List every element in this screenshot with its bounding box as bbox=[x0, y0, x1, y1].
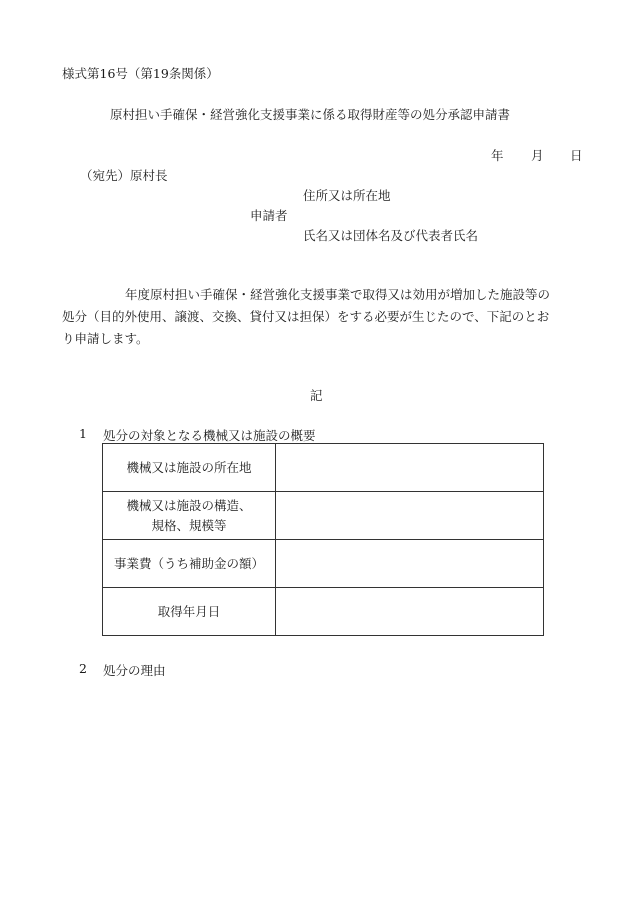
row-3-label: 事業費（うち補助金の額） bbox=[113, 555, 264, 571]
body-line-1: 年度原村担い手確保・経営強化支援事業で取得又は効用が増加した施設等の bbox=[125, 287, 551, 302]
table-row bbox=[103, 492, 544, 540]
table-value-cell[interactable] bbox=[276, 492, 544, 540]
table-row bbox=[103, 540, 544, 588]
table-row bbox=[103, 444, 544, 492]
facility-overview-table bbox=[102, 443, 544, 636]
addressee: （宛先）原村長 bbox=[80, 168, 168, 183]
table-label-cell bbox=[103, 444, 276, 492]
document-title: 原村担い手確保・経営強化支援事業に係る取得財産等の処分承認申請書 bbox=[110, 107, 511, 122]
table-label-cell bbox=[103, 492, 276, 540]
section-1-title: 処分の対象となる機械又は施設の概要 bbox=[103, 428, 316, 443]
ki-heading: 記 bbox=[310, 388, 323, 403]
body-line-2: 処分（目的外使用、譲渡、交換、貸付又は担保）をする必要が生じたので、下記のとお bbox=[62, 309, 550, 324]
section-1-number: 1 bbox=[79, 426, 87, 441]
name-label: 氏名又は団体名及び代表者氏名 bbox=[303, 228, 479, 243]
table-value-cell[interactable] bbox=[276, 444, 544, 492]
row-1-label: 機械又は施設の所在地 bbox=[126, 459, 252, 475]
table-label-cell bbox=[103, 588, 276, 636]
date-month: 月 bbox=[531, 148, 544, 163]
table-label-cell bbox=[103, 540, 276, 588]
table-row bbox=[103, 588, 544, 636]
date-day: 日 bbox=[570, 148, 583, 163]
body-line-3: り申請します。 bbox=[62, 331, 149, 346]
body-paragraph bbox=[62, 284, 582, 350]
table-value-cell[interactable] bbox=[276, 588, 544, 636]
row-4-label: 取得年月日 bbox=[157, 603, 221, 619]
date-year: 年 bbox=[491, 148, 504, 163]
section-2-number: 2 bbox=[79, 661, 87, 676]
form-number: 様式第16号（第19条関係） bbox=[62, 66, 219, 81]
row-2-label-line-1: 機械又は施設の構造、 bbox=[126, 497, 252, 513]
table-value-cell[interactable] bbox=[276, 540, 544, 588]
address-label: 住所又は所在地 bbox=[303, 188, 391, 203]
row-2-label-line-2: 規格、規模等 bbox=[151, 517, 227, 533]
applicant-label: 申請者 bbox=[250, 208, 288, 223]
section-2-title: 処分の理由 bbox=[103, 663, 166, 678]
